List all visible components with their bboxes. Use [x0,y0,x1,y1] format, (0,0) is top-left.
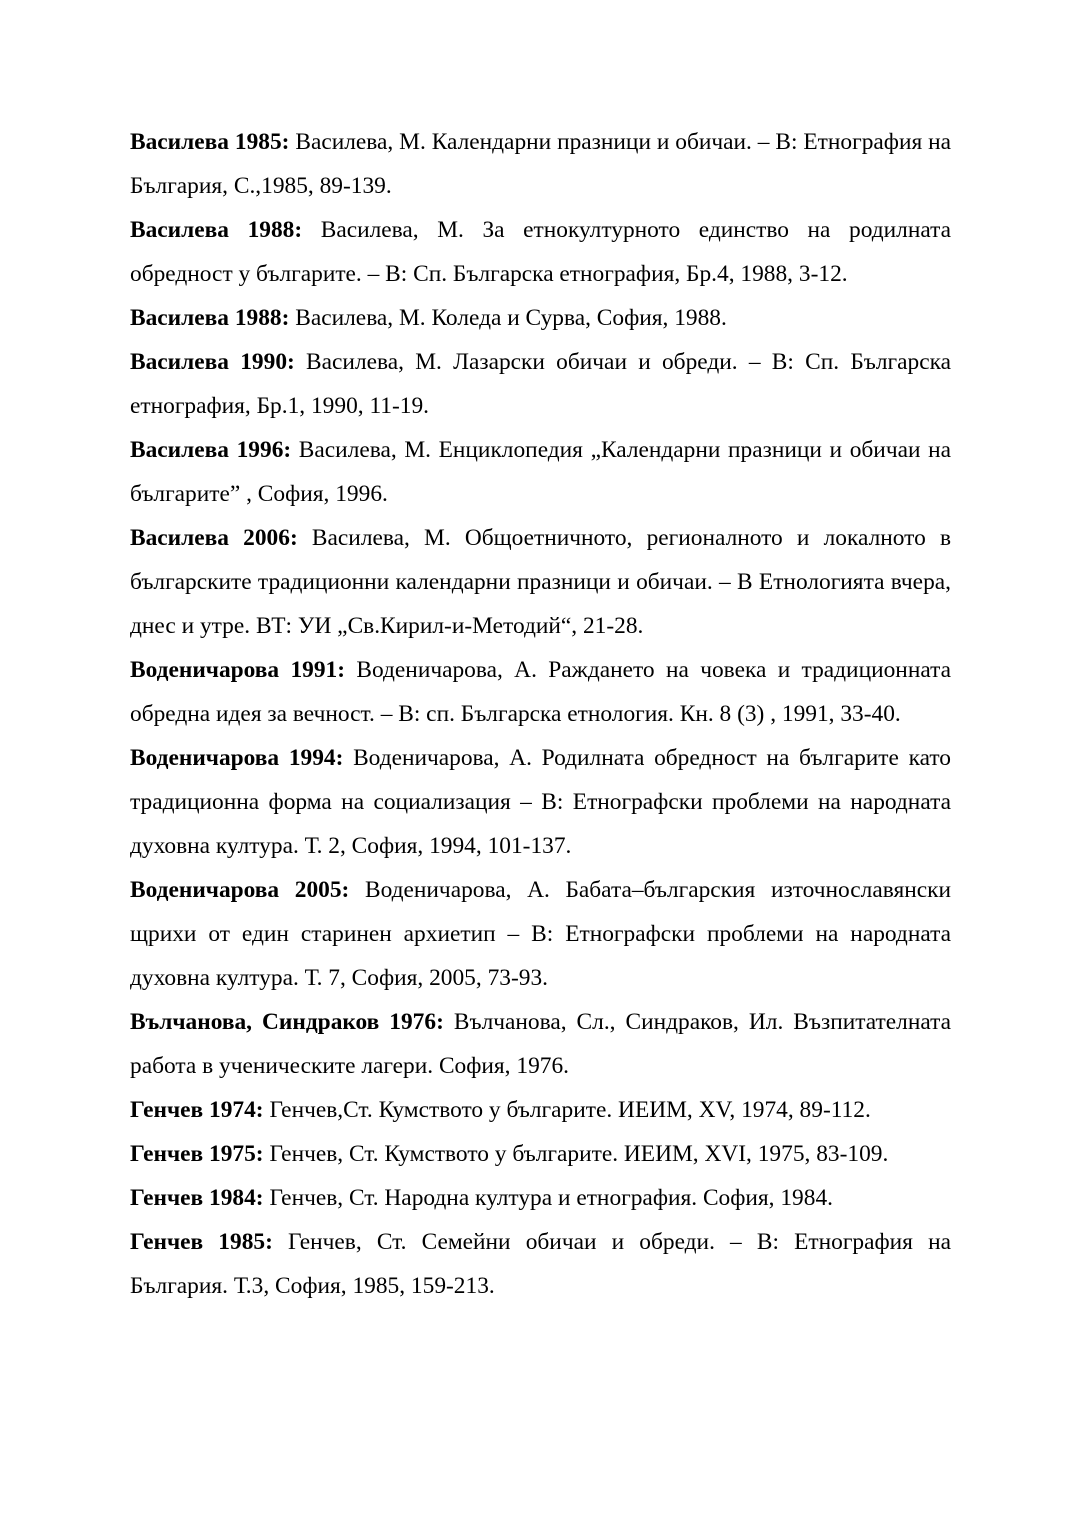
entry-text: Генчев, Ст. Семейни обичаи и обреди. – В: Етнография на България. Т.3, София, 1985, 159-213. [130,1229,951,1299]
entry-label: Генчев 1984: [130,1185,264,1211]
entry-label: Василева 1988: [130,217,303,243]
bibliography-entry [130,736,951,868]
entry-label: Воденичарова 1994: [130,745,344,771]
bibliography-entry [130,120,951,208]
bibliography-page [130,120,951,1308]
entry-label: Василева 2006: [130,525,298,551]
bibliography-entry [130,648,951,736]
entry-label: Генчев 1975: [130,1141,264,1167]
bibliography-entry [130,428,951,516]
bibliography-entry [130,1000,951,1088]
bibliography-entry [130,868,951,1000]
entry-text: Василева, М. Енциклопедия „Календарни празници и обичаи на българите” , София, 1996. [130,437,951,507]
entry-text: Воденичарова, А. Родилната обредност на българите като традиционна форма на социализация – В: Етнографски проблеми на народната духовна култура. Т. 2, София, 1994, 101-137. [130,745,951,859]
entry-text: Василева, М. Календарни празници и обичаи. – В: Етнография на България, С.,1985, 89-139. [130,129,952,199]
entry-text: Генчев,Ст. Кумството у българите. ИЕИМ, XV, 1974, 89-112. [263,1097,871,1123]
entry-text: Воденичарова, А. Раждането на човека и традиционната обредна идея за вечност. – В: сп. Българска етнология. Кн. 8 (3) , 1991, 33-40. [130,657,951,727]
bibliography-entry [130,1176,951,1220]
entry-label: Генчев 1985: [130,1229,273,1255]
entry-text: Вълчанова, Сл., Синдраков, Ил. Възпитателната работа в ученическите лагери. София, 1976. [130,1009,952,1079]
entry-text: Василева, М. Коледа и Сурва, София, 1988. [289,305,727,331]
entry-text: Василева, М. Лазарски обичаи и обреди. – В: Сп. Българска етнография, Бр.1, 1990, 11-19. [130,349,952,419]
entry-label: Вълчанова, Синдраков 1976: [130,1009,444,1035]
entry-label: Василева 1996: [130,437,292,463]
entry-label: Василева 1990: [130,349,295,375]
bibliography-entry [130,208,951,296]
entry-text: Василева, М. Общоетничното, регионалното и локалното в българските традиционни календарни празници и обичаи. – В Етнологията вчера, днес и утре. ВТ: УИ „Св.Кирил-и-Методий“, 21-28. [130,525,952,639]
bibliography-entry [130,340,951,428]
entry-label: Генчев 1974: [130,1097,264,1123]
entry-label: Воденичарова 2005: [130,877,350,903]
entry-label: Воденичарова 1991: [130,657,346,683]
bibliography-entry [130,1132,951,1176]
bibliography-entry [130,296,951,340]
entry-label: Василева 1988: [130,305,290,331]
entry-text: Воденичарова, А. Бабата–българския източнославянски щрихи от един старинен архиетип – В: Етнографски проблеми на народната духовна култура. Т. 7, София, 2005, 73-93. [130,877,951,991]
bibliography-entry [130,1220,951,1308]
bibliography-entry [130,516,951,648]
entry-text: Генчев, Ст. Народна култура и етнография. София, 1984. [263,1185,833,1211]
bibliography-entry [130,1088,951,1132]
entry-text: Василева, М. За етнокултурното единство на родилната обредност у българите. – В: Сп. Българска етнография, Бр.4, 1988, 3-12. [130,217,952,287]
entry-label: Василева 1985: [130,129,290,155]
entry-text: Генчев, Ст. Кумството у българите. ИЕИМ, XVI, 1975, 83-109. [263,1141,889,1167]
